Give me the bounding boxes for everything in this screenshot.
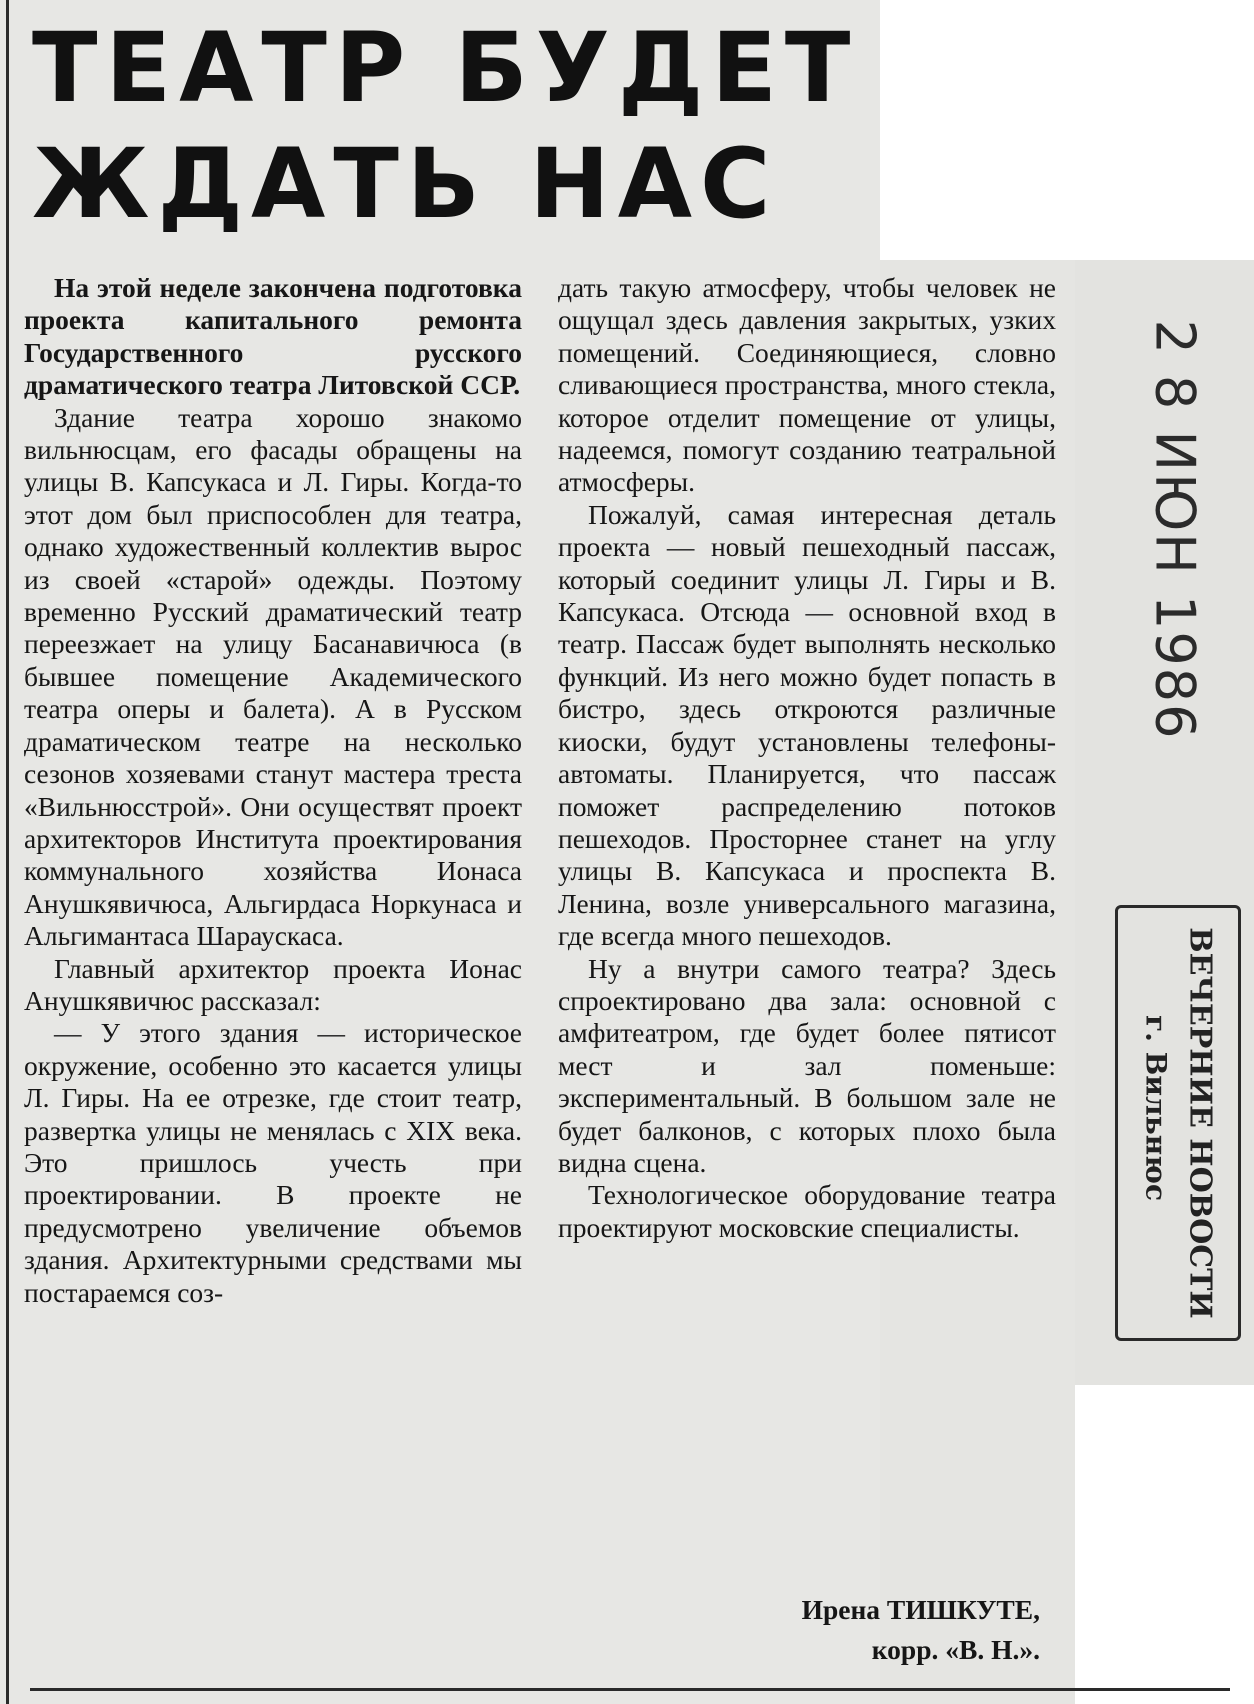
bottom-rule (30, 1688, 1230, 1691)
article-lead: На этой неделе закончена подготовка проекта капитального ремонта Государственного русского драматического театра Литовской ССР. (24, 272, 522, 401)
headline (32, 10, 872, 242)
article-paragraph: Пожалуй, самая интересная деталь проекта — новый пешеходный пассаж, который соединит улицы Л. Гиры и В. Капсукаса. Отсюда — основной вход в театр. Пассаж будет выполнять несколько функций. Из него можно будет попасть в бистро, здесь откроются различные киоски, будут установлены телефоны-автоматы. Планируется, что пассаж поможет распределению потоков пешеходов. Просторнее станет на углу улицы В. Капсукаса и проспекта В. Ленина, возле универсального магазина, где всегда много пешеходов. (558, 498, 1056, 952)
source-stamp (1115, 905, 1241, 1341)
byline-author: Ирена ТИШКУТЕ, (801, 1594, 1040, 1625)
article-column-left (24, 272, 522, 1309)
article-paragraph: Ну а внутри самого театра? Здесь спроектировано два зала: основной с амфитеатром, где будет более пятисот мест и зал поменьше: экспериментальный. В большом зале не будет балконов, с которых плохо была видна сцена. (558, 952, 1056, 1178)
article-paragraph: Технологическое оборудование театра проектируют московские специалисты. (558, 1179, 1056, 1243)
headline-line-2: ЖДАТЬ НАС (32, 128, 779, 240)
byline (700, 1590, 1040, 1670)
left-border-rule (6, 0, 9, 1704)
byline-role: корр. «В. Н.». (871, 1634, 1040, 1665)
article-quote: — У этого здания — историческое окружение, особенно это касается улицы Л. Гиры. На ее отрезке, где стоит театр, развертка улицы не менялась с XIX века. Это пришлось учесть при проектировании. В проекте не предусмотрено увеличение объемов здания. Архитектурными средствами мы постараемся соз- (24, 1017, 522, 1308)
source-stamp-newspaper: ВЕЧЕРНИЕ НОВОСТИ (1182, 927, 1218, 1319)
source-stamp-city: г. Вильнюс (1139, 1014, 1173, 1202)
article-paragraph: Главный архитектор проекта Ионас Анушкявичюс рассказал: (24, 952, 522, 1016)
article-column-right (558, 272, 1056, 1244)
article-quote-continued: дать такую атмосферу, чтобы человек не ощущал здесь давления закрытых, узких помещений. Соединяющиеся, словно сливающиеся пространства, много стекла, которое отделит помещение от улицы, надеемся, помогут созданию театральной атмосферы. (558, 272, 1056, 498)
headline-line-1: ТЕАТР БУДЕТ (32, 12, 859, 124)
article-paragraph: Здание театра хорошо знакомо вильнюсцам, его фасады обращены на улицы В. Капсукаса и Л. Гиры. Когда-то этот дом был приспособлен для театра, однако художественный коллектив вырос из своей «старой» одежды. Поэтому временно Русский драматический театр переезжает на улицу Басанавичюса (в бывшее помещение Академического театра оперы и балета). А в Русском драматическом театре на несколько сезонов хозяевами станут мастера треста «Вильнюсстрой». Они осуществят проект архитекторов Института проектирования коммунального хозяйства Ионаса Анушкявичюса, Альгирдаса Норкунаса и Альгимантаса Шараускаса. (24, 401, 522, 952)
date-stamp-text: 2 8 ИЮН 1986 (1143, 319, 1207, 741)
date-stamp (1140, 319, 1210, 741)
